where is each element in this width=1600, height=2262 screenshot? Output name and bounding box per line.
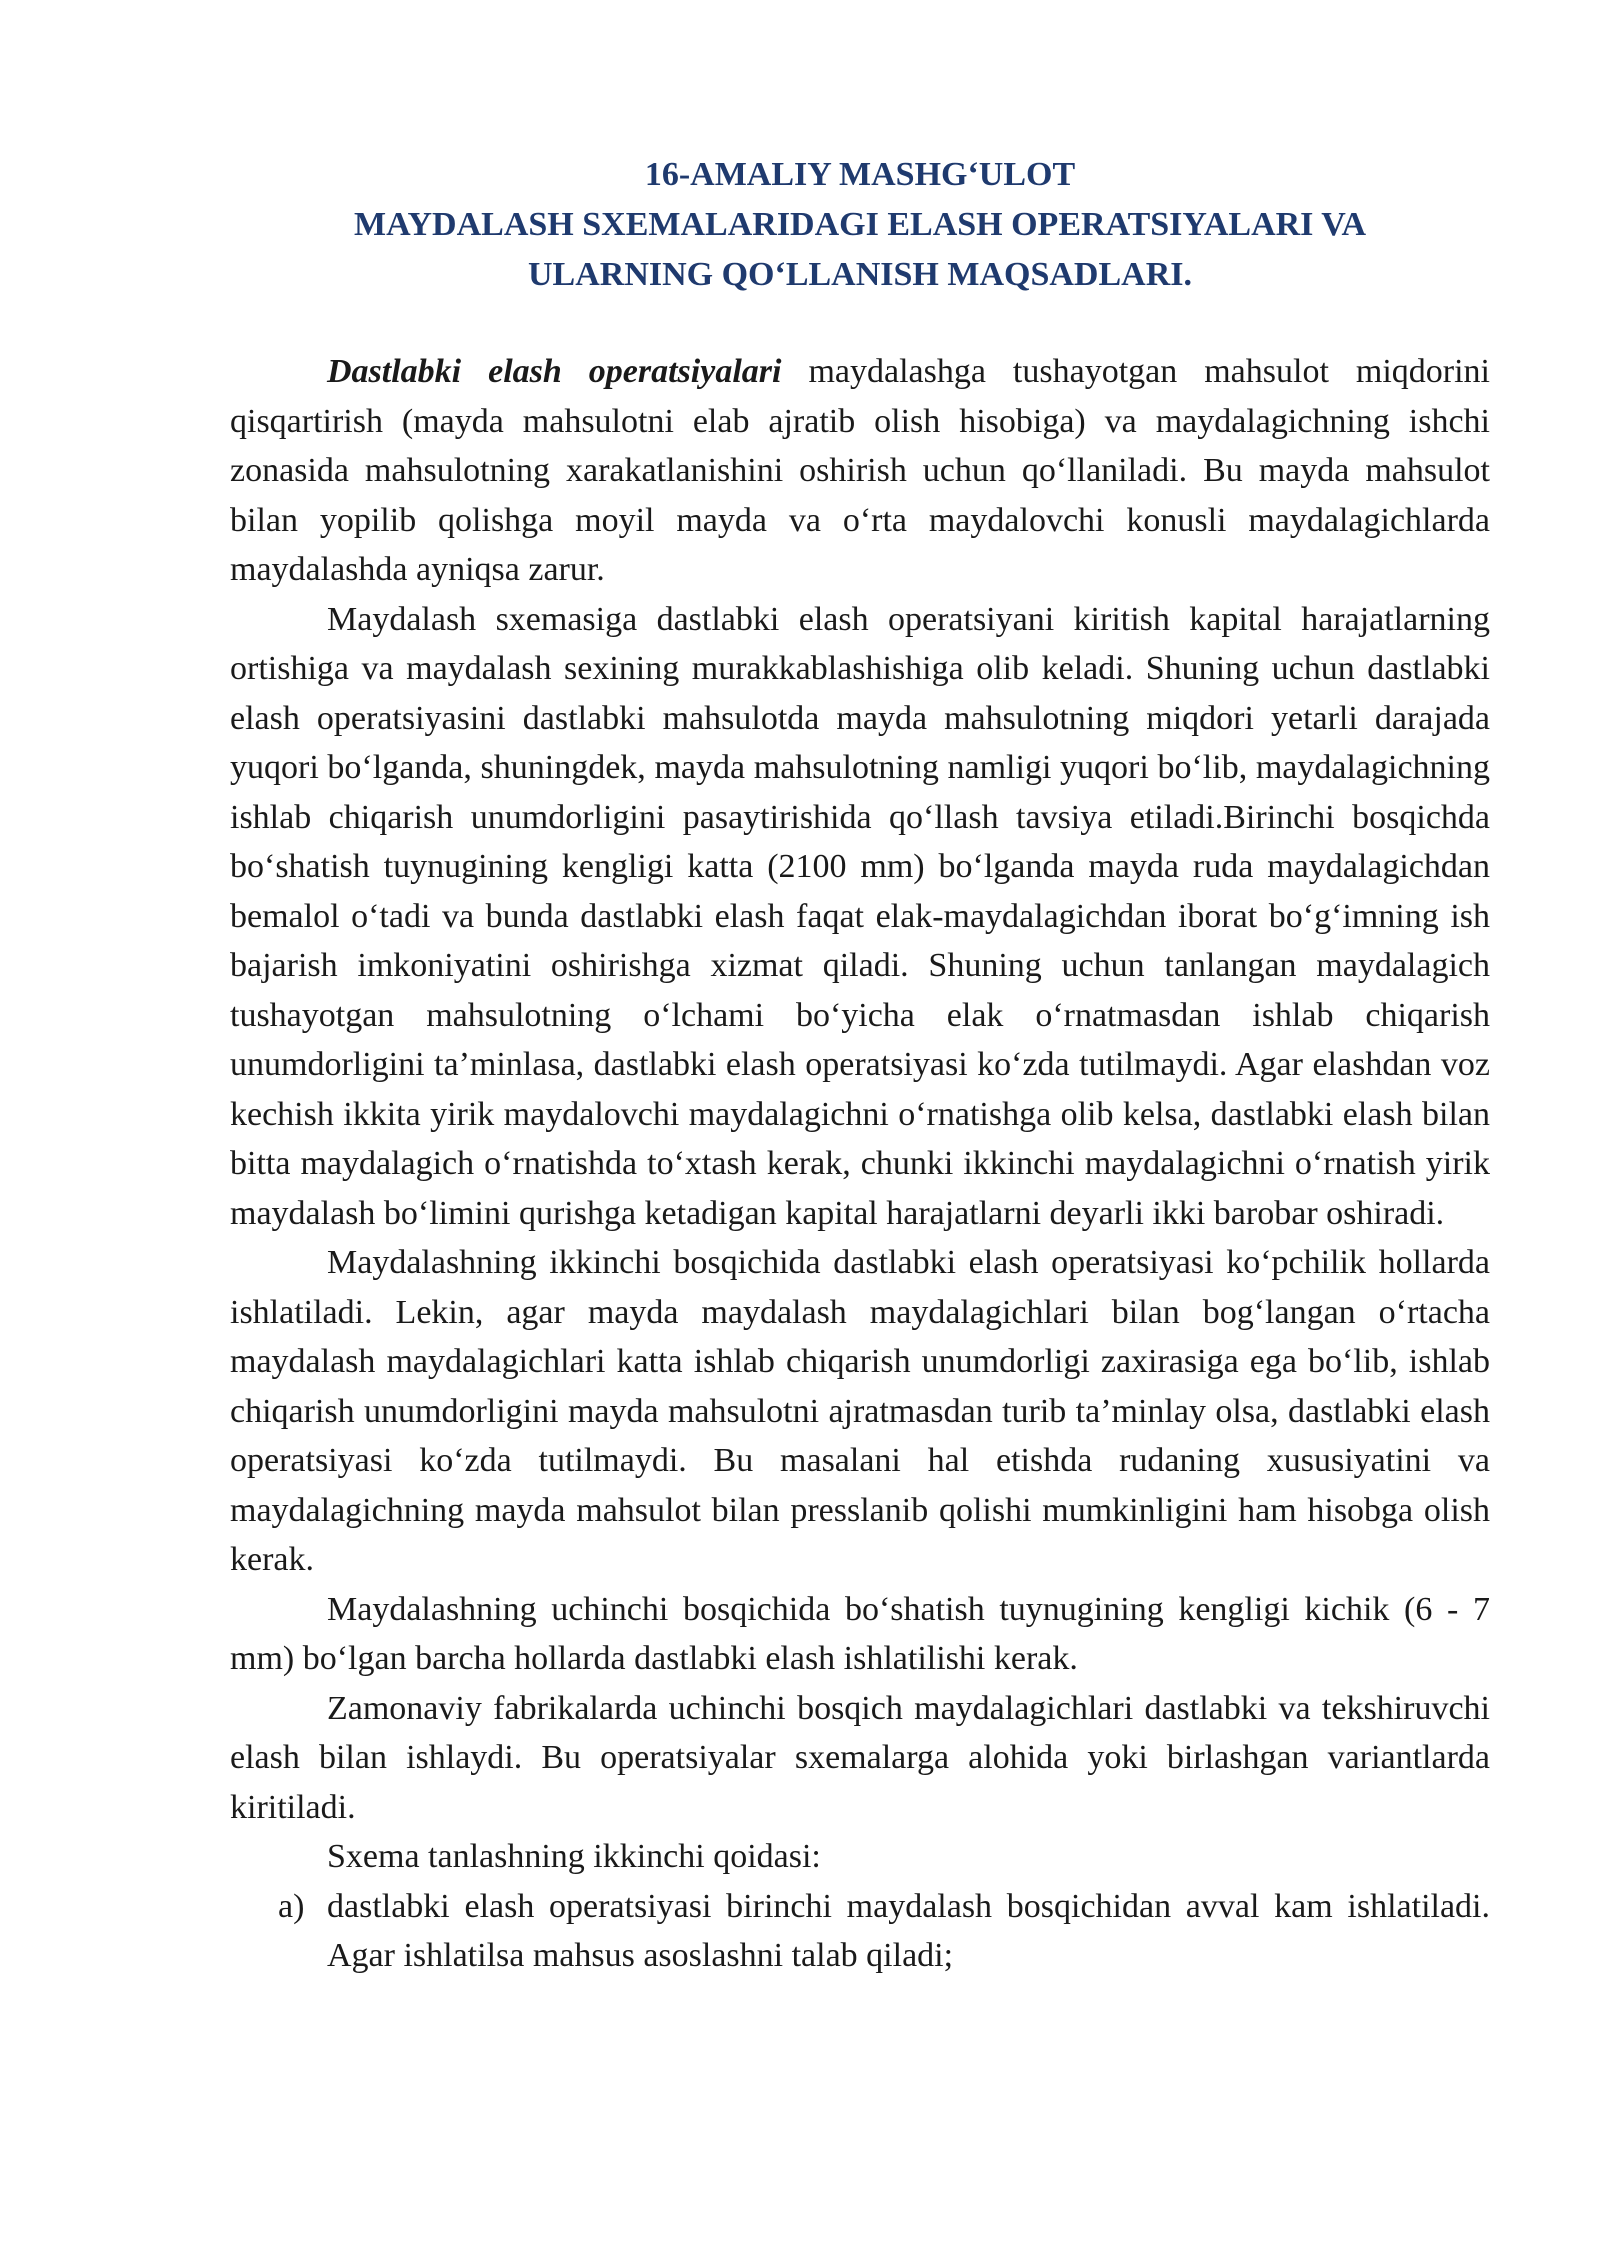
paragraph-6: Sxema tanlashning ikkinchi qoidasi: bbox=[327, 1838, 821, 1875]
paragraph-1-text: maydalashga tushayotgan mahsulot miqdorini qisqartirish (mayda mahsulotni elab ajratib olish hisobiga) va maydalagichning ishchi zonasida mahsulotning xarakatlanishini oshirish uchun qo‘llaniladi. Bu mayda mahsulot bilan yopilib qolishga moyil mayda va o‘rta maydalovchi konusli maydalagichlarda maydalashda ayniqsa zarur. bbox=[230, 353, 1490, 588]
list-item-marker: a) bbox=[278, 1887, 305, 1925]
paragraph-1-lead-term: Dastlabki elash operatsiyalari bbox=[327, 353, 782, 390]
heading-line-1: 16-AMALIY MASHG‘ULOT bbox=[644, 156, 1076, 193]
heading-line-3: ULARNING QO‘LLANISH MAQSADLARI. bbox=[527, 256, 1192, 293]
rule-list bbox=[230, 1882, 1490, 1981]
paragraph-5: Zamonaviy fabrikalarda uchinchi bosqich maydalagichlari dastlabki va tekshiruvchi elash bilan ishlaydi. Bu operatsiyalar sxemalarga alohida yoki birlashgan variantlarda kiritiladi. bbox=[230, 1689, 1490, 1826]
paragraph-2: Maydalash sxemasiga dastlabki elash operatsiyani kiritish kapital harajatlarning ortishiga va maydalash sexining murakkablashishiga olib keladi. Shuning uchun dastlabki elash operatsiyasini dastlabki mahsulotda mayda mahsulotning miqdori yetarli darajada yuqori bo‘lganda, shuningdek, mayda mahsulotning namligi yuqori bo‘lib, maydalagichning ishlab chiqarish unumdorligini pasaytirishida qo‘llash tavsiya etiladi.Birinchi bosqichda bo‘shatish tuynugining kengligi katta (2100 mm) bo‘lganda mayda ruda maydalagichdan bemalol o‘tadi va bunda dastlabki elash faqat elak-maydalagichdan iborat bo‘g‘imning ish bajarish imkoniyatini oshirishga xizmat qiladi. Shuning uchun tanlangan maydalagich tushayotgan mahsulotning o‘lchami bo‘yicha elak o‘rnatmasdan ishlab chiqarish unumdorligini ta’minlasa, dastlabki elash operatsiyasi ko‘zda tutilmaydi. Agar elashdan voz kechish ikkita yirik maydalovchi maydalagichni o‘rnatishga olib kelsa, dastlabki elash bilan bitta maydalagich o‘rnatishda to‘xtash kerak, chunki ikkinchi maydalagichni o‘rnatish yirik maydalash bo‘limini qurishga ketadigan kapital harajatlarni deyarli ikki barobar oshiradi. bbox=[230, 600, 1490, 1232]
heading-line-2: MAYDALASH SXEMALARIDAGI ELASH OPERATSIYALARI VA bbox=[353, 206, 1367, 243]
document-heading bbox=[230, 150, 1490, 300]
paragraph-4: Maydalashning uchinchi bosqichida bo‘shatish tuynugining kengligi kichik (6 - 7 mm) bo‘lgan barcha hollarda dastlabki elash ishlatilishi kerak. bbox=[230, 1590, 1490, 1677]
list-item-text: dastlabki elash operatsiyasi birinchi maydalash bosqichidan avval kam ishlatiladi. Agar ishlatilsa mahsus asoslashni talab qiladi; bbox=[327, 1887, 1490, 1974]
document-page bbox=[230, 150, 1490, 1981]
document-body bbox=[230, 347, 1490, 1981]
paragraph-3: Maydalashning ikkinchi bosqichida dastlabki elash operatsiyasi ko‘pchilik hollarda ishlatiladi. Lekin, agar mayda maydalash maydalagichlari bilan bog‘langan o‘rtacha maydalash maydalagichlari katta ishlab chiqarish unumdorligi zaxirasiga ega bo‘lib, ishlab chiqarish unumdorligini mayda mahsulotni ajratmasdan turib ta’minlay olsa, dastlabki elash operatsiyasi ko‘zda tutilmaydi. Bu masalani hal etishda rudaning xususiyatini va maydalagichning mayda mahsulot bilan presslanib qolishi mumkinligini ham hisobga olish kerak. bbox=[230, 1244, 1490, 1578]
paragraph-1 bbox=[230, 347, 1490, 595]
list-item bbox=[230, 1882, 1490, 1981]
